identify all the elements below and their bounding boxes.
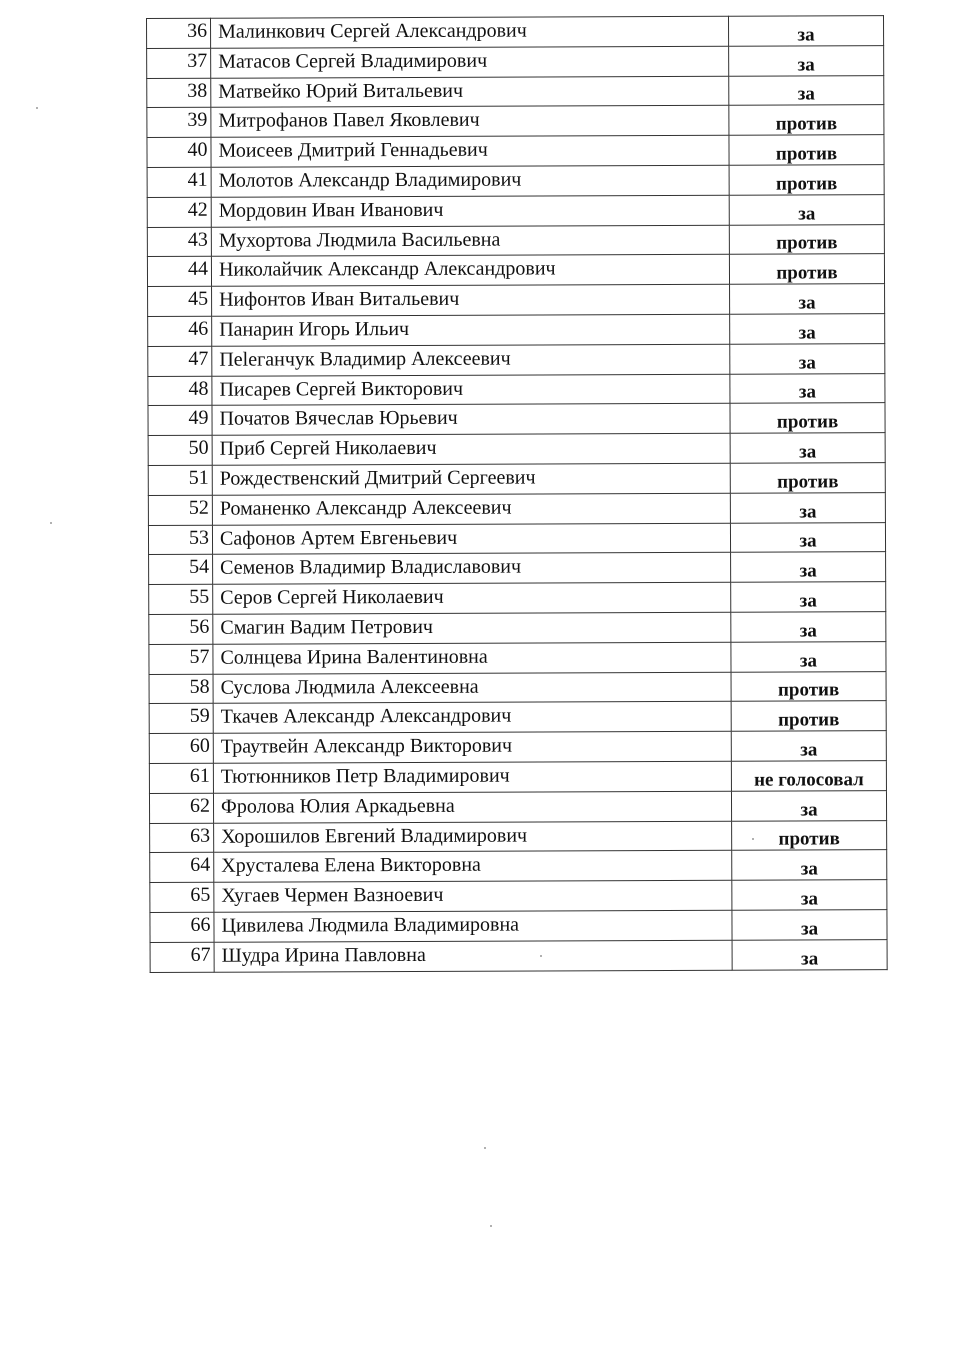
table-row xyxy=(147,165,884,198)
table-row xyxy=(148,403,885,436)
vote-result: за xyxy=(730,284,885,314)
voting-results-body xyxy=(147,16,888,972)
table-row xyxy=(147,16,884,49)
vote-result: за xyxy=(729,194,884,224)
deputy-name: Семенов Владимир Владиславович xyxy=(213,553,731,585)
row-number: 48 xyxy=(148,376,212,406)
row-number: 62 xyxy=(149,793,213,823)
table-row xyxy=(147,224,884,257)
row-number: 50 xyxy=(148,435,212,465)
deputy-name: Суслова Людмила Алексеевна xyxy=(213,672,731,704)
deputy-name: Фролова Юлия Аркадьевна xyxy=(213,791,731,823)
vote-result: за xyxy=(732,880,887,910)
row-number: 54 xyxy=(149,555,213,585)
table-row xyxy=(148,433,885,466)
vote-result: за xyxy=(730,522,885,552)
vote-result: против xyxy=(731,671,886,701)
row-number: 56 xyxy=(149,614,213,644)
deputy-name: Хорошилов Евгений Владимирович xyxy=(214,821,732,853)
scan-speck xyxy=(752,838,754,840)
deputy-name: Солнцева Ирина Валентиновна xyxy=(213,642,731,674)
vote-result: за xyxy=(730,343,885,373)
deputy-name: Моисеев Дмитрий Геннадьевич xyxy=(211,135,729,167)
vote-result: за xyxy=(732,939,887,969)
row-number: 66 xyxy=(150,912,214,942)
deputy-name: Ткачев Александр Александрович xyxy=(213,702,731,734)
table-row xyxy=(149,790,886,823)
scan-speck xyxy=(490,1225,492,1227)
row-number: 39 xyxy=(147,108,211,138)
row-number: 58 xyxy=(149,674,213,704)
row-number: 53 xyxy=(148,525,212,555)
table-row xyxy=(148,522,885,555)
deputy-name: Сафонов Артем Евгеньевич xyxy=(212,523,730,555)
row-number: 49 xyxy=(148,406,212,436)
row-number: 38 xyxy=(147,78,211,108)
deputy-name: Николайчик Александр Александрович xyxy=(211,255,729,287)
table-row xyxy=(149,552,886,585)
deputy-name: Хугаев Чермен Вазноевич xyxy=(214,880,732,912)
deputy-name: Рождественский Дмитрий Сергеевич xyxy=(212,463,730,495)
deputy-name: Молотов Александр Владимирович xyxy=(211,165,729,197)
voting-results-table xyxy=(146,15,888,972)
scan-speck xyxy=(50,522,52,524)
table-row xyxy=(150,820,887,853)
table-row xyxy=(148,373,885,406)
deputy-name: Тютюнников Петр Владимирович xyxy=(213,761,731,793)
vote-result: за xyxy=(732,850,887,880)
row-number: 47 xyxy=(148,346,212,376)
row-number: 64 xyxy=(150,853,214,883)
table-row xyxy=(149,612,886,645)
vote-result: против xyxy=(732,820,887,850)
deputy-name: Траутвейн Александр Викторович xyxy=(213,731,731,763)
vote-result: за xyxy=(731,612,886,642)
vote-result: за xyxy=(729,75,884,105)
table-row xyxy=(149,641,886,674)
table-row xyxy=(147,75,884,108)
vote-result: против xyxy=(729,105,884,135)
row-number: 67 xyxy=(150,942,214,972)
deputy-name: Писарев Сергей Викторович xyxy=(212,374,730,406)
deputy-name: Нифонтов Иван Витальевич xyxy=(212,284,730,316)
deputy-name: Пеleганчук Владимир Алексеевич xyxy=(212,344,730,376)
row-number: 60 xyxy=(149,733,213,763)
table-row xyxy=(147,194,884,227)
row-number: 65 xyxy=(150,882,214,912)
vote-result: против xyxy=(731,701,886,731)
deputy-name: Матвейко Юрий Витальевич xyxy=(211,76,729,108)
table-row xyxy=(149,671,886,704)
table-row xyxy=(147,45,884,78)
vote-result: за xyxy=(730,492,885,522)
vote-result: за xyxy=(731,552,886,582)
table-row xyxy=(148,314,885,347)
deputy-name: Романенко Александр Алексеевич xyxy=(212,493,730,525)
row-number: 46 xyxy=(148,316,212,346)
row-number: 40 xyxy=(147,137,211,167)
vote-result: за xyxy=(731,790,886,820)
scan-speck xyxy=(36,107,38,109)
table-row xyxy=(150,910,887,943)
table-row xyxy=(148,284,885,317)
row-number: 55 xyxy=(149,584,213,614)
table-row xyxy=(147,254,884,287)
vote-result: против xyxy=(729,135,884,165)
deputy-name: Початов Вячеслав Юрьевич xyxy=(212,404,730,436)
row-number: 44 xyxy=(147,257,211,287)
table-row xyxy=(148,492,885,525)
scan-speck xyxy=(484,1147,486,1149)
vote-result: за xyxy=(731,731,886,761)
vote-result: против xyxy=(730,403,885,433)
table-row xyxy=(149,731,886,764)
table-row xyxy=(149,761,886,794)
deputy-name: Мордовин Иван Иванович xyxy=(211,195,729,227)
vote-result: за xyxy=(731,641,886,671)
deputy-name: Серов Сергей Николаевич xyxy=(213,582,731,614)
vote-result: за xyxy=(730,373,885,403)
table-row xyxy=(148,343,885,376)
row-number: 52 xyxy=(148,495,212,525)
deputy-name: Цивилева Людмила Владимировна xyxy=(214,910,732,942)
deputy-name: Панарин Игорь Ильич xyxy=(212,314,730,346)
row-number: 59 xyxy=(149,704,213,734)
row-number: 37 xyxy=(147,48,211,78)
scan-speck xyxy=(540,955,542,957)
vote-result: за xyxy=(732,910,887,940)
vote-result: за xyxy=(730,433,885,463)
vote-result: против xyxy=(729,165,884,195)
row-number: 51 xyxy=(148,465,212,495)
row-number: 63 xyxy=(150,823,214,853)
deputy-name: Митрофанов Павел Яковлевич xyxy=(211,106,729,138)
table-row xyxy=(149,701,886,734)
row-number: 57 xyxy=(149,644,213,674)
vote-result: за xyxy=(731,582,886,612)
table-row xyxy=(147,135,884,168)
row-number: 42 xyxy=(147,197,211,227)
deputy-name: Малинкович Сергей Александрович xyxy=(211,16,729,48)
vote-result: за xyxy=(729,45,884,75)
scanned-page xyxy=(146,15,888,972)
vote-result: за xyxy=(728,16,883,46)
table-row xyxy=(149,582,886,615)
deputy-name: Мухортова Людмила Васильевна xyxy=(211,225,729,257)
row-number: 41 xyxy=(147,167,211,197)
table-row xyxy=(147,105,884,138)
deputy-name: Смагин Вадим Петрович xyxy=(213,612,731,644)
row-number: 43 xyxy=(147,227,211,257)
vote-result: против xyxy=(729,224,884,254)
table-row xyxy=(150,939,887,972)
table-row xyxy=(148,463,885,496)
deputy-name: Матасов Сергей Владимирович xyxy=(211,46,729,78)
deputy-name: Шудра Ирина Павловна xyxy=(214,940,732,972)
vote-result: против xyxy=(730,463,885,493)
row-number: 36 xyxy=(147,18,211,48)
vote-result: против xyxy=(729,254,884,284)
table-row xyxy=(150,850,887,883)
row-number: 61 xyxy=(149,763,213,793)
row-number: 45 xyxy=(148,286,212,316)
table-row xyxy=(150,880,887,913)
vote-result: за xyxy=(730,314,885,344)
vote-result: не голосовал xyxy=(731,761,886,791)
deputy-name: Приб Сергей Николаевич xyxy=(212,433,730,465)
deputy-name: Хрусталева Елена Викторовна xyxy=(214,851,732,883)
